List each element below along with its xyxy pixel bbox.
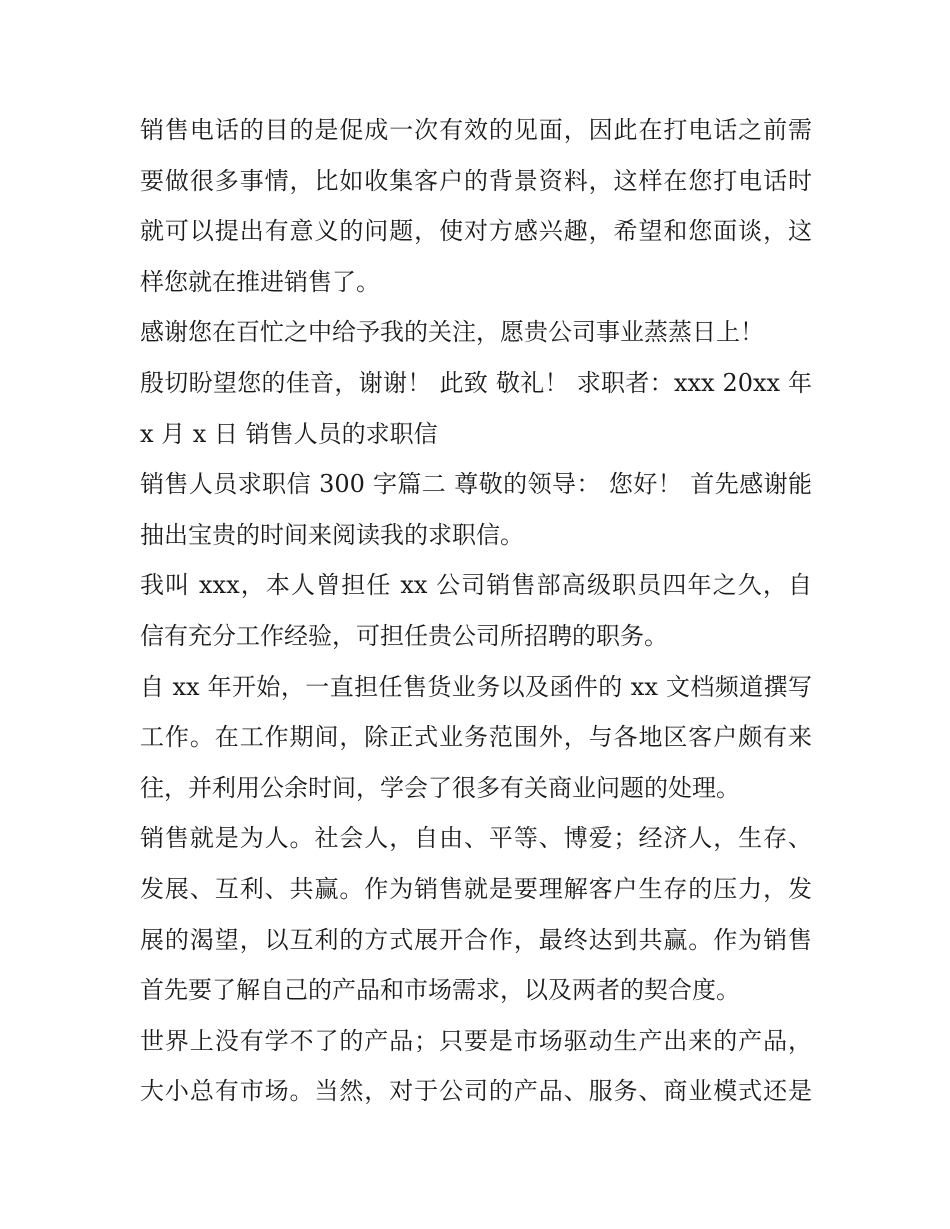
text-line: 大小总有市场。当然，对于公司的产品、服务、商业模式还是 bbox=[140, 1077, 812, 1106]
text-line: 发展、互利、共赢。作为销售就是要理解客户生存的压力，发 bbox=[140, 874, 812, 903]
text-line: 销售就是为人。社会人，自由、平等、博爱；经济人，生存、 bbox=[140, 824, 812, 853]
text-line: 我叫 xxx，本人曾担任 xx 公司销售部高级职员四年之久，自 bbox=[140, 571, 812, 600]
text-line: 销售人员求职信 300 字篇二 尊敬的领导： 您好！ 首先感谢能 bbox=[140, 470, 812, 499]
text-line: 往，并利用公余时间，学会了很多有关商业问题的处理。 bbox=[140, 773, 740, 802]
text-line: 殷切盼望您的佳音，谢谢！ 此致 敬礼！ 求职者：xxx 20xx 年 bbox=[140, 368, 812, 397]
text-line: 样您就在推进销售了。 bbox=[140, 267, 380, 296]
text-line: 要做很多事情，比如收集客户的背景资料，这样在您打电话时 bbox=[140, 166, 812, 195]
text-line: 销售电话的目的是促成一次有效的见面，因此在打电话之前需 bbox=[140, 116, 812, 144]
text-line: 展的渴望，以互利的方式展开合作，最终达到共赢。作为销售 bbox=[140, 925, 812, 954]
text-line: x 月 x 日 销售人员的求职信 bbox=[140, 419, 438, 448]
text-line: 世界上没有学不了的产品；只要是市场驱动生产出来的产品， bbox=[140, 1026, 812, 1055]
text-line: 抽出宝贵的时间来阅读我的求职信。 bbox=[140, 520, 524, 549]
text-line: 首先要了解自己的产品和市场需求，以及两者的契合度。 bbox=[140, 976, 740, 1005]
text-line: 自 xx 年开始，一直担任售货业务以及函件的 xx 文档频道撰写 bbox=[140, 672, 812, 701]
text-line: 感谢您在百忙之中给予我的关注，愿贵公司事业蒸蒸日上！ bbox=[140, 318, 764, 347]
text-line: 信有充分工作经验，可担任贵公司所招聘的职务。 bbox=[140, 621, 668, 650]
text-line: 就可以提出有意义的问题，使对方感兴趣，希望和您面谈，这 bbox=[140, 217, 812, 246]
document-body bbox=[140, 108, 812, 1120]
text-line: 工作。在工作期间，除正式业务范围外，与各地区客户颇有来 bbox=[140, 723, 812, 752]
